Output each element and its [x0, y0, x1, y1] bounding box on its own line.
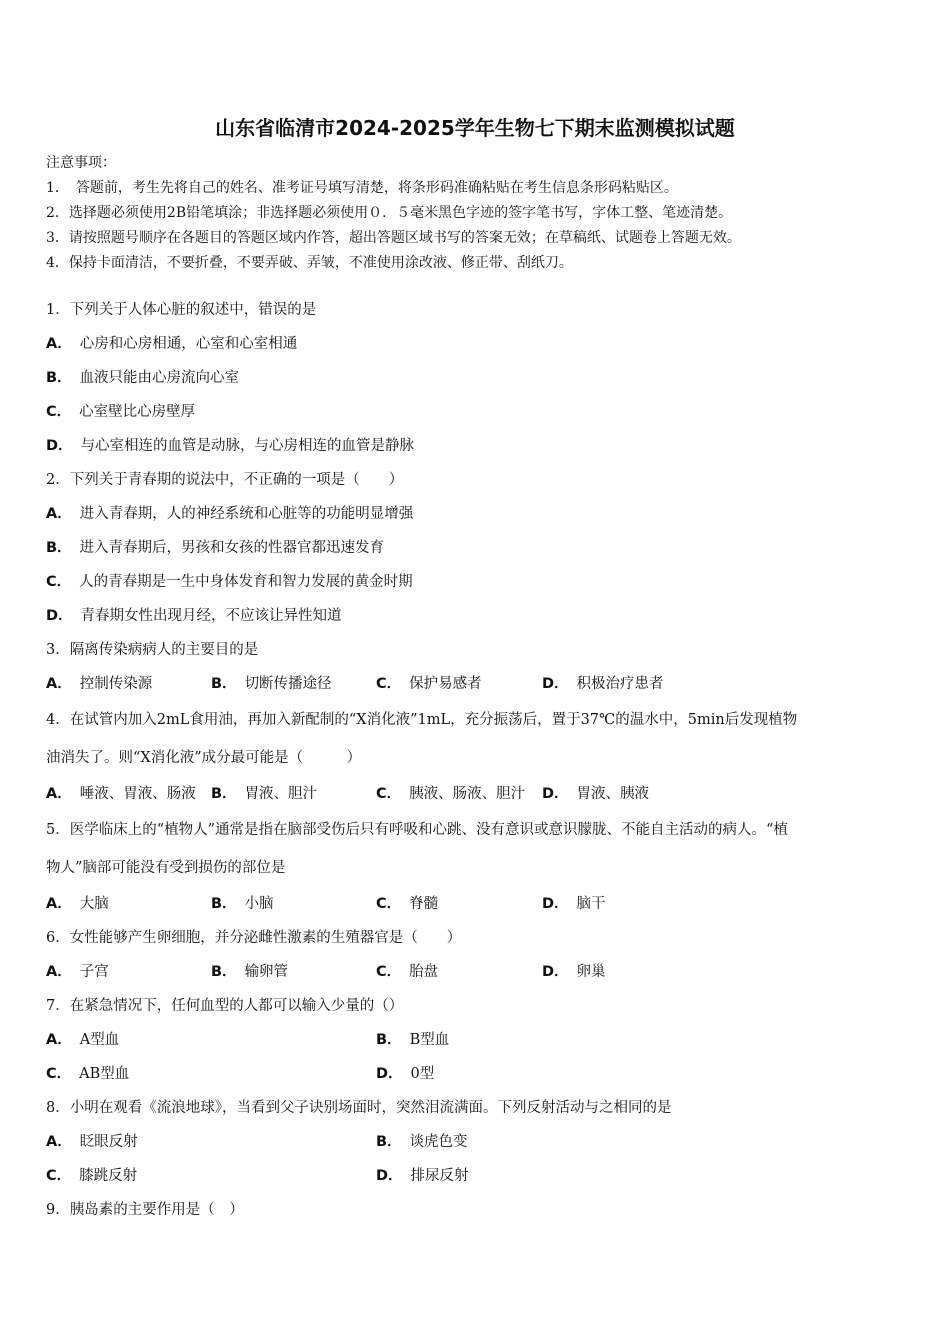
option-letter: B． — [46, 370, 72, 386]
question-5-stem-line1: 5．医学临床上的“植物人”通常是指在脑部受伤后只有呼吸和心跳、没有意识或意识朦胧、不能自主活动的病人。“植 — [46, 822, 788, 838]
option-letter: B． — [46, 540, 72, 556]
question-2-option-b — [46, 531, 916, 565]
option-b: B． 谈虎色变 — [376, 1134, 468, 1150]
option-c: C． 膝跳反射 — [46, 1168, 138, 1184]
notes-heading: 注意事项： — [46, 155, 116, 171]
option-d: D． 卵巢 — [542, 964, 606, 980]
option-d: D． 积极治疗患者 — [542, 676, 664, 692]
option-d: D． 0型 — [376, 1066, 435, 1082]
question-5-stem-line2: 物人”脑部可能没有受到损伤的部位是 — [46, 860, 286, 876]
option-b: B． 胃液、胆汁 — [211, 786, 318, 802]
option-text: 心房和心房相通，心室和心室相通 — [79, 336, 298, 352]
option-letter: D． — [46, 438, 73, 454]
option-text: 进入青春期后，男孩和女孩的性器官都迅速发育 — [79, 540, 385, 556]
note-item: 3．请按照题号顺序在各题目的答题区域内作答，超出答题区域书写的答案无效；在草稿纸、试题卷上答题无效。 — [46, 230, 741, 246]
note-item: 4．保持卡面清洁，不要折叠，不要弄破、弄皱，不准使用涂改液、修正带、刮纸刀。 — [46, 255, 573, 271]
option-c: C． 胎盘 — [376, 964, 439, 980]
question-9-stem: 9．胰岛素的主要作用是（ ） — [46, 1202, 244, 1218]
option-a: A． 大脑 — [46, 896, 109, 912]
option-text: 与心室相连的血管是动脉，与心房相连的血管是静脉 — [80, 438, 415, 454]
question-3-stem: 3．隔离传染病病人的主要目的是 — [46, 642, 259, 658]
question-1-stem: 1．下列关于人体心脏的叙述中，错误的是 — [46, 302, 317, 318]
note-item: 2．选择题必须使用2B铅笔填涂；非选择题必须使用０．５毫米黑色字迹的签字笔书写，字体工整、笔迹清楚。 — [46, 205, 733, 221]
option-text: 心室壁比心房壁厚 — [79, 404, 196, 420]
option-d: D． 胃液、胰液 — [542, 786, 650, 802]
option-text: 人的青春期是一生中身体发育和智力发展的黄金时期 — [79, 574, 413, 590]
option-c: C． 胰液、肠液、胆汁 — [376, 786, 526, 802]
option-a: A． 子宫 — [46, 964, 109, 980]
question-2-stem: 2．下列关于青春期的说法中，不正确的一项是（ ） — [46, 472, 404, 488]
questions-section — [46, 293, 916, 1227]
option-b: B． B型血 — [376, 1032, 450, 1048]
question-2-option-d — [46, 599, 916, 633]
option-a: A． 唾液、胃液、肠液 — [46, 786, 196, 802]
option-letter: A． — [46, 506, 72, 522]
question-4-stem-line2: 油消失了。则“X消化液”成分最可能是（ ） — [46, 750, 362, 766]
question-4-stem-line1: 4．在试管内加入2mL食用油，再加入新配制的“X消化液”1mL，充分振荡后，置于37℃的温水中，5min后发现植物 — [46, 712, 798, 728]
option-b: B． 小脑 — [211, 896, 274, 912]
question-7-options-row1 — [46, 1023, 916, 1057]
question-1-option-b — [46, 361, 916, 395]
question-5-options — [46, 887, 916, 921]
option-a: A． 控制传染源 — [46, 676, 153, 692]
question-2-option-a — [46, 497, 916, 531]
question-3-options — [46, 667, 916, 701]
option-letter: A． — [46, 336, 72, 352]
option-c: C． 保护易感者 — [376, 676, 482, 692]
question-8-stem: 8．小明在观看《流浪地球》，当看到父子诀别场面时，突然泪流满面。下列反射活动与之相同的是 — [46, 1100, 672, 1116]
note-item: 1． 答题前，考生先将自己的姓名、准考证号填写清楚，将条形码准确粘贴在考生信息条形码粘贴区。 — [46, 180, 678, 196]
question-6-options — [46, 955, 916, 989]
option-text: 进入青春期，人的神经系统和心脏等的功能明显增强 — [79, 506, 414, 522]
option-b: B． 输卵管 — [211, 964, 289, 980]
option-text: 青春期女性出现月经，不应该让异性知道 — [80, 608, 342, 624]
option-b: B． 切断传播途径 — [211, 676, 332, 692]
option-a: A． 眨眼反射 — [46, 1134, 138, 1150]
question-7-options-row2 — [46, 1057, 916, 1091]
question-1-option-d — [46, 429, 916, 463]
option-c: C． AB型血 — [46, 1066, 130, 1082]
question-1-option-c — [46, 395, 916, 429]
option-letter: C． — [46, 404, 72, 420]
option-d: D． 脑干 — [542, 896, 606, 912]
question-8-options-row1 — [46, 1125, 916, 1159]
question-2-option-c — [46, 565, 916, 599]
option-a: A． A型血 — [46, 1032, 120, 1048]
option-text: 血液只能由心房流向心室 — [79, 370, 240, 386]
question-8-options-row2 — [46, 1159, 916, 1193]
question-4-options — [46, 777, 916, 811]
option-letter: D． — [46, 608, 73, 624]
question-1-option-a — [46, 327, 916, 361]
question-6-stem: 6．女性能够产生卵细胞，并分泌雌性激素的生殖器官是（ ） — [46, 930, 462, 946]
option-d: D． 排尿反射 — [376, 1168, 469, 1184]
question-7-stem: 7．在紧急情况下，任何血型的人都可以输入少量的（） — [46, 998, 404, 1014]
page-title: 山东省临清市2024-2025学年生物七下期末监测模拟试题 — [215, 116, 735, 140]
notes-section — [46, 151, 916, 276]
option-c: C． 脊髓 — [376, 896, 439, 912]
option-letter: C． — [46, 574, 72, 590]
